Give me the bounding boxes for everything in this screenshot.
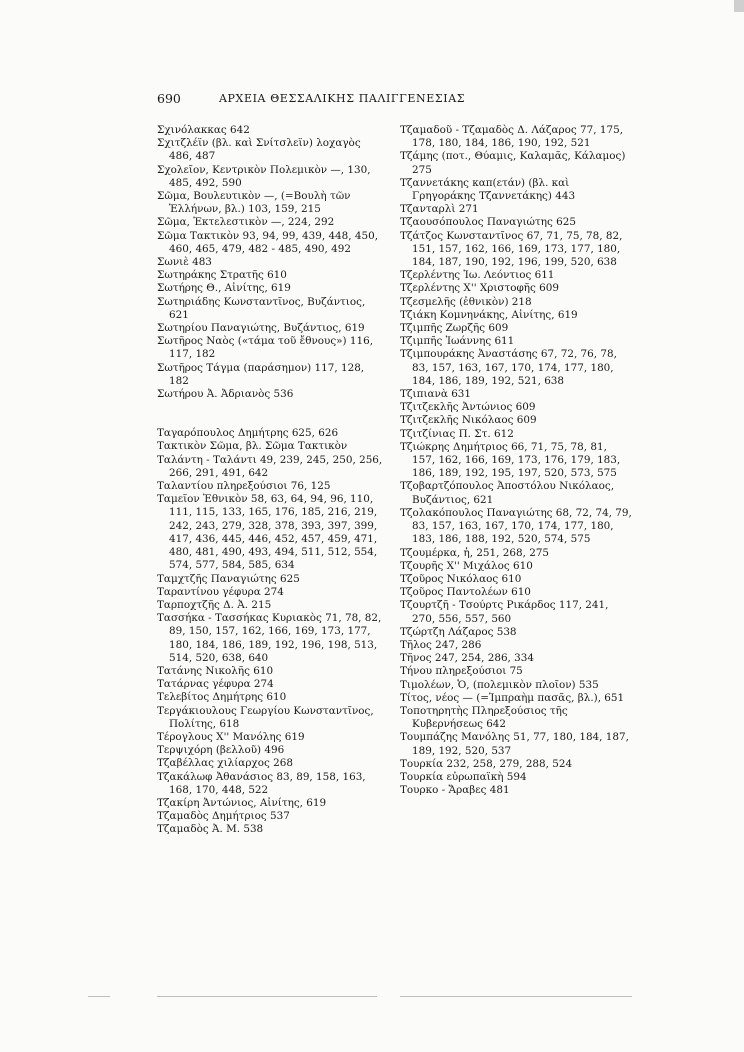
- index-entry: Τιμολέων, Ὁ, (πολεμικὸν πλοῖον) 535: [400, 678, 599, 691]
- index-entry: Τουρκο - Ἄραβες 481: [400, 784, 510, 797]
- index-entry: Ταμεῖον Ἐθνικὸν 58, 63, 64, 94, 96, 110, 111, 115, 133, 165, 176, 185, 216, 219, 242, 243, 279, 328, 378, 393, 397, 399, 417, 436, 445, 446, 452, 457, 459, 471, 480, 481, 490, 493, 494, 511, 512, 554, 574, 577, 584, 585, 634: [157, 493, 378, 572]
- index-entry: Τεργάκιουλους Γεωργίου Κωνσταντῖνος, Πολίτης, 618: [157, 704, 374, 730]
- index-entry: Τουμπάζης Μανόλης 51, 77, 180, 184, 187, 189, 192, 520, 537: [400, 731, 629, 757]
- index-entry: Τζιμπουράκης Ἀναστάσης 67, 72, 76, 78, 83, 157, 163, 167, 170, 174, 177, 180, 184, 186, 189, 192, 521, 638: [400, 348, 617, 387]
- index-entry: Τζακίρη Ἀντώνιος, Αἰνίτης, 619: [157, 796, 327, 809]
- index-entry: Τζάμης (ποτ., Θύαμις, Καλαμᾶς, Κάλαμος) 275: [400, 150, 626, 176]
- index-entry: Ταρποχτζῆς Δ. Ἀ. 215: [157, 598, 272, 611]
- index-entry: Σχολεῖον, Κεντρικὸν Πολεμικὸν —, 130, 485, 492, 590: [157, 163, 371, 189]
- index-entry: Τζολακόπουλος Παναγιώτης 68, 72, 74, 79, 83, 157, 163, 167, 170, 174, 177, 180, 183, 186, 188, 192, 520, 574, 575: [400, 506, 632, 546]
- index-entry: Τζερλέντης Ἰω. Λεόντιος 611: [400, 269, 555, 282]
- index-entry: Τζαμαδὸς Δημήτριος 537: [157, 810, 290, 823]
- index-entry: Τζαουσόπουλος Παναγιώτης 625: [400, 216, 576, 229]
- index-entry: Σῶμα, Ἐκτελεστικὸν —, 224, 292: [157, 216, 335, 229]
- index-entry: Τακτικὸν Σῶμα, βλ. Σῶμα Τακτικὸν: [157, 440, 348, 453]
- index-entry: Τζαννετάκης καπ(ετάν) (βλ. καὶ Γρηγοράκης Τζαννετάκης) 443: [400, 176, 576, 203]
- index-entry: Τζιμπῆς Ἰωάννης 611: [400, 335, 515, 348]
- index-entry: Σωνιὲ 483: [157, 256, 212, 269]
- index-entry: Τζιμπῆς Ζωρζῆς 609: [400, 322, 509, 335]
- bottom-rule: [157, 996, 377, 997]
- index-entry: Τζερλέντης Χ'' Χριστοφῆς 609: [400, 282, 559, 295]
- index-entry: Τζαμαδὸς Ἀ. Μ. 538: [157, 823, 264, 836]
- index-entry: Τουρκία 232, 258, 279, 288, 524: [400, 757, 573, 770]
- index-entry: Σωτηράκης Στρατῆς 610: [157, 269, 287, 282]
- index-group-sigma: [157, 124, 385, 401]
- index-entry: Τῆνος 247, 254, 286, 334: [400, 652, 534, 665]
- page-corner-mark: [734, 0, 744, 12]
- running-title: ΑΡΧΕΙΑ ΘΕΣΣΑΛΙΚΗΣ ΠΑΛΙΓΓΕΝΕΣΙΑΣ: [219, 92, 466, 105]
- index-entry: Σωτῆρος Ναὸς («τάμα τοῦ ἔθνους») 116, 117, 182: [157, 335, 374, 361]
- index-entry: Τουρκία εὐρωπαϊκὴ 594: [400, 770, 527, 783]
- index-entry: Τζακάλωφ Ἀθανάσιος 83, 89, 158, 163, 168, 170, 448, 522: [157, 770, 366, 796]
- index-entry: Ταμχτζῆς Παναγιώτης 625: [157, 572, 300, 585]
- index-entry: Τήνου πληρεξούσιοι 75: [400, 665, 523, 678]
- index-entry: Σωτηριάδης Κωνσταντῖνος, Βυζάντιος, 621: [157, 295, 366, 321]
- page-number: 690: [157, 91, 181, 106]
- index-entry: Τζιάκη Κομνηνάκης, Αἰνίτης, 619: [400, 308, 578, 321]
- index-group-tau: [157, 427, 385, 836]
- index-entry: Τζουμέρκα, ἡ, 251, 268, 275: [400, 546, 550, 559]
- index-entry: Σῶμα, Βουλευτικὸν —, (=Βουλὴ τῶν Ἑλλήνων, βλ.) 103, 159, 215: [157, 190, 351, 216]
- index-entry: Τερψιχόρη (βελλοῦ) 496: [157, 744, 285, 757]
- index-entry: Σωτῆρος Τάγμα (παράσημον) 117, 128, 182: [157, 361, 365, 387]
- index-entry: Σχινόλακκας 642: [157, 124, 250, 136]
- index-entry: Τζουρῆς Χ'' Μιχάλος 610: [400, 559, 533, 572]
- index-column-left: [157, 124, 385, 837]
- index-entry: Τζανταρλὶ 271: [400, 203, 479, 216]
- index-entry: Τέρογλους Χ'' Μανόλης 619: [157, 730, 305, 743]
- group-separator: [157, 401, 385, 427]
- index-entry: Τζοβαρτζόπουλος Ἀποστόλου Νικόλαος, Βυζάντιος, 621: [400, 480, 614, 506]
- index-entry: Τζαβέλλας χιλίαρχος 268: [157, 757, 293, 770]
- index-entry: Τζάτζος Κωνσταντῖνος 67, 71, 75, 78, 82, 151, 157, 162, 166, 169, 173, 177, 180, 184, 187, 190, 192, 196, 199, 520, 638: [400, 229, 623, 269]
- index-entry: Τζαμαδοῦ - Τζαμαδὸς Δ. Λάζαρος 77, 175, 178, 180, 184, 186, 190, 192, 521: [400, 124, 624, 150]
- index-entry: Τζοῦρος Παντολέων 610: [400, 586, 531, 599]
- index-entry: Ταραντίνου γέφυρα 274: [157, 585, 284, 598]
- index-entry: Ταλαντίου πληρεξούσιοι 76, 125: [157, 480, 331, 493]
- index-entry: Τζιτζίνιας Π. Στ. 612: [400, 427, 514, 440]
- page-header: [157, 91, 587, 111]
- bottom-rule: [88, 996, 110, 997]
- index-entry: Ταγαρόπουλος Δημήτρης 625, 626: [157, 427, 339, 440]
- bottom-rule: [400, 996, 632, 997]
- index-entry: Τζώρτζη Λάζαρος 538: [400, 625, 517, 638]
- index-entry: Τζεσμελῆς (ἐθνικὸν) 218: [400, 295, 532, 308]
- index-entry: Τῆλος 247, 286: [400, 638, 482, 651]
- index-entry: Τοποτηρητὴς Πληρεξούσιος τῆς Κυβερνήσεως 642: [400, 704, 568, 731]
- index-group-tau-continued: [400, 124, 632, 797]
- index-column-right: [400, 124, 632, 797]
- index-entry: Σῶμα Τακτικὸν 93, 94, 99, 439, 448, 450, 460, 465, 479, 482 - 485, 490, 492: [157, 229, 379, 255]
- index-entry: Τζιπιανὰ 631: [400, 388, 472, 401]
- index-entry: Σχιτζλέϊν (βλ. καὶ Σνίτσλεϊν) λοχαγὸς 486, 487: [157, 137, 361, 163]
- index-entry: Τζουρτζῆ - Τσούρτς Ρικάρδος 117, 241, 270, 556, 557, 560: [400, 599, 609, 625]
- index-entry: Τασσήκα - Τασσήκας Κυριακὸς 71, 78, 82, 89, 150, 157, 162, 166, 169, 173, 177, 180, 184, 186, 189, 192, 196, 198, 513, 514, 520, 638, 640: [157, 612, 382, 664]
- index-entry: Τίτος, νέος — (=Ἰμπραὴμ πασᾶς, βλ.), 651: [400, 691, 625, 704]
- index-entry: Σωτήρου Ἀ. Ἀδριανὸς 536: [157, 388, 294, 401]
- index-entry: Τζιτζεκλῆς Νικόλαος 609: [400, 414, 537, 427]
- index-entry: Σωτηρίου Παναγιώτης, Βυζάντιος, 619: [157, 322, 365, 335]
- index-entry: Τατάρνας γέφυρα 274: [157, 678, 274, 691]
- index-entry: Τατάνης Νικολῆς 610: [157, 664, 274, 677]
- index-entry: Τελεβίτος Δημήτρης 610: [157, 691, 287, 704]
- index-entry: Ταλάντη - Ταλάντι 49, 239, 245, 250, 256, 266, 291, 491, 642: [157, 453, 383, 479]
- index-entry: Τζιτζεκλῆς Ἀντώνιος 609: [400, 401, 536, 414]
- index-entry: Σωτήρης Θ., Αἰνίτης, 619: [157, 282, 291, 295]
- index-entry: Τζιώκρης Δημήτριος 66, 71, 75, 78, 81, 157, 162, 166, 169, 173, 176, 179, 183, 186, 189, 192, 195, 197, 520, 573, 575: [400, 440, 621, 480]
- index-entry: Τζοῦρος Νικόλαος 610: [400, 572, 522, 585]
